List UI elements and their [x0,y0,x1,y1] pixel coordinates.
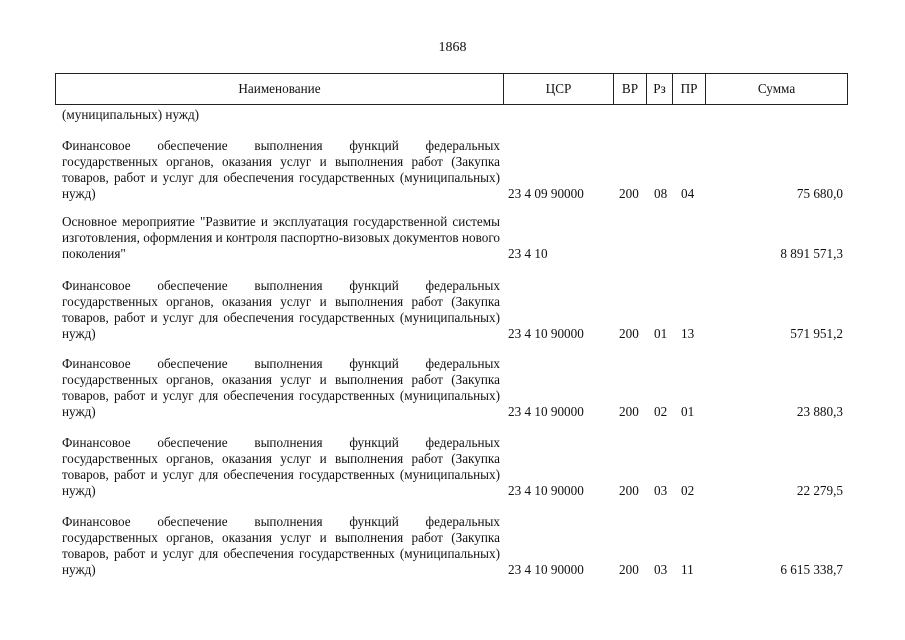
row-sum: 23 880,3 [796,404,843,419]
column-header-sum: Сумма [705,74,847,104]
continuation-row [0,107,905,123]
row-vr: 200 [619,186,639,201]
row-pr: 11 [681,562,694,577]
row-csr: 23 4 10 [508,246,548,261]
row-sum: 22 279,5 [796,483,843,498]
row-rz: 02 [654,404,668,419]
table-row [0,514,905,578]
row-csr: 23 4 10 90000 [508,404,584,419]
row-sum: 571 951,2 [790,326,843,341]
column-header-pr: ПР [672,74,705,104]
column-header-name: Наименование [238,81,321,96]
row-rz: 03 [654,562,668,577]
row-rz: 03 [654,483,668,498]
row-name: Финансовое обеспечение выполнения функций федеральных государственных органов, оказания услуг и выполнения работ (Закупка товаров, работ и услуг для обеспечения государственных (муниципальных) нужд) [62,514,500,577]
row-name: Финансовое обеспечение выполнения функций федеральных государственных органов, оказания услуг и выполнения работ (Закупка товаров, работ и услуг для обеспечения государственных (муниципальных) нужд) [62,356,500,419]
row-vr: 200 [619,404,639,419]
row-csr: 23 4 09 90000 [508,186,584,201]
column-header-rz: Рз [646,74,672,104]
table-row [0,214,905,262]
row-csr: 23 4 10 90000 [508,326,584,341]
row-rz: 08 [654,186,668,201]
table-header [55,73,848,105]
row-pr: 02 [681,483,695,498]
row-sum: 8 891 571,3 [780,246,843,261]
continuation-text: (муниципальных) нужд) [62,107,200,122]
row-name: Финансовое обеспечение выполнения функций федеральных государственных органов, оказания услуг и выполнения работ (Закупка товаров, работ и услуг для обеспечения государственных (муниципальных) нужд) [62,278,500,341]
row-rz: 01 [654,326,668,341]
row-vr: 200 [619,326,639,341]
table-row [0,138,905,202]
table-row [0,435,905,499]
row-vr: 200 [619,483,639,498]
row-pr: 13 [681,326,695,341]
table-row [0,278,905,342]
row-pr: 01 [681,404,695,419]
row-vr: 200 [619,562,639,577]
row-name: Финансовое обеспечение выполнения функций федеральных государственных органов, оказания услуг и выполнения работ (Закупка товаров, работ и услуг для обеспечения государственных (муниципальных) нужд) [62,138,500,201]
row-pr: 04 [681,186,695,201]
row-name: Финансовое обеспечение выполнения функций федеральных государственных органов, оказания услуг и выполнения работ (Закупка товаров, работ и услуг для обеспечения государственных (муниципальных) нужд) [62,435,500,498]
table-row [0,356,905,420]
row-csr: 23 4 10 90000 [508,562,584,577]
row-csr: 23 4 10 90000 [508,483,584,498]
row-name: Основное мероприятие "Развитие и эксплуатация государственной системы изготовления, оформления и контроля паспортно-визовых документов нового поколения" [62,214,500,261]
column-header-vr: ВР [613,74,646,104]
row-sum: 75 680,0 [796,186,843,201]
page-number: 1868 [438,40,467,55]
column-header-csr: ЦСР [503,74,613,104]
row-sum: 6 615 338,7 [780,562,843,577]
